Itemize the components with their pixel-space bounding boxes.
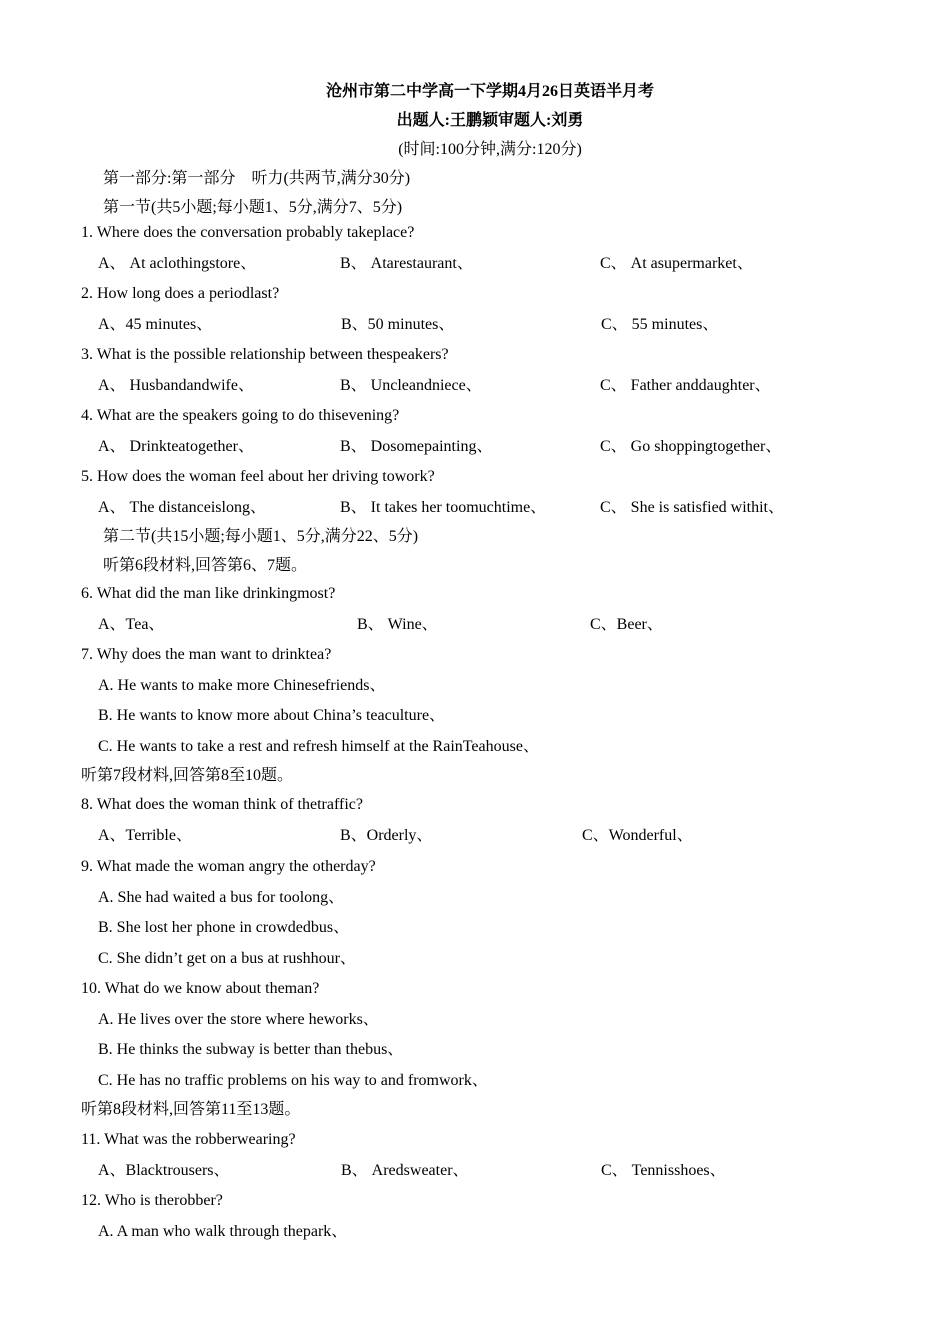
q1-option-a: A、 At aclothingstore、: [98, 255, 257, 272]
q8-option-c: C、Wonderful、: [582, 827, 693, 844]
q10-option-a: A. He lives over the store where heworks、: [98, 1011, 379, 1028]
q5-option-a: A、 The distanceislong、: [98, 499, 266, 516]
q6-option-a: A、Tea、: [98, 616, 165, 633]
q5-option-c: C、 She is satisfied withit、: [600, 499, 785, 516]
q7-option-b: B. He wants to know more about China’s teaculture、: [98, 707, 446, 724]
q1-option-b: B、 Atarestaurant、: [340, 255, 473, 272]
q5-option-b: B、 It takes her toomuchtime、: [340, 499, 547, 516]
question-1: 1. Where does the conversation probably takeplace?: [81, 224, 415, 241]
q12-option-a: A. A man who walk through thepark、: [98, 1223, 348, 1240]
q4-option-c: C、 Go shoppingtogether、: [600, 438, 782, 455]
question-2: 2. How long does a periodlast?: [81, 285, 280, 302]
q11-option-b: B、 Aredsweater、: [341, 1162, 469, 1179]
section-heading: 第二节(共15小题;每小题1、5分,满分22、5分): [103, 528, 419, 545]
q4-option-a: A、 Drinkteatogether、: [98, 438, 254, 455]
exam-authors: 出题人:王鹏颖审题人:刘勇: [396, 112, 584, 129]
q3-option-c: C、 Father anddaughter、: [600, 377, 771, 394]
section-heading: 第一节(共5小题;每小题1、5分,满分7、5分): [103, 199, 403, 216]
question-8: 8. What does the woman think of thetraffic?: [81, 796, 363, 813]
q9-option-c: C. She didn’t get on a bus at rushhour、: [98, 950, 356, 967]
part-heading: 第一部分:第一部分 听力(共两节,满分30分): [103, 170, 411, 187]
q11-option-a: A、Blacktrousers、: [98, 1162, 230, 1179]
q1-option-c: C、 At asupermarket、: [600, 255, 753, 272]
q3-option-a: A、 Husbandandwife、: [98, 377, 254, 394]
exam-time-score: (时间:100分钟,满分:120分): [398, 141, 582, 158]
q9-option-b: B. She lost her phone in crowdedbus、: [98, 919, 350, 936]
q9-option-a: A. She had waited a bus for toolong、: [98, 889, 345, 906]
question-5: 5. How does the woman feel about her driving towork?: [81, 468, 435, 485]
q2-option-a: A、45 minutes、: [98, 316, 213, 333]
q3-option-b: B、 Uncleandniece、: [340, 377, 482, 394]
exam-title: 沧州市第二中学高一下学期4月26日英语半月考: [325, 83, 654, 100]
question-7: 7. Why does the man want to drinktea?: [81, 646, 332, 663]
q7-option-a: A. He wants to make more Chinesefriends、: [98, 677, 386, 694]
material-instruction: 听第7段材料,回答第8至10题。: [81, 767, 294, 784]
q10-option-c: C. He has no traffic problems on his way to and fromwork、: [98, 1072, 488, 1089]
question-9: 9. What made the woman angry the otherday?: [81, 858, 376, 875]
question-4: 4. What are the speakers going to do thisevening?: [81, 407, 400, 424]
question-10: 10. What do we know about theman?: [81, 980, 320, 997]
q11-option-c: C、 Tennisshoes、: [601, 1162, 726, 1179]
question-11: 11. What was the robberwearing?: [81, 1131, 296, 1148]
q7-option-c: C. He wants to take a rest and refresh himself at the RainTeahouse、: [98, 738, 539, 755]
q8-option-a: A、Terrible、: [98, 827, 192, 844]
material-instruction: 听第6段材料,回答第6、7题。: [103, 557, 308, 574]
q4-option-b: B、 Dosomepainting、: [340, 438, 493, 455]
q10-option-b: B. He thinks the subway is better than thebus、: [98, 1041, 404, 1058]
question-12: 12. Who is therobber?: [81, 1192, 223, 1209]
question-3: 3. What is the possible relationship between thespeakers?: [81, 346, 449, 363]
material-instruction: 听第8段材料,回答第11至13题。: [81, 1101, 301, 1118]
q8-option-b: B、Orderly、: [340, 827, 433, 844]
q2-option-b: B、50 minutes、: [341, 316, 455, 333]
q6-option-c: C、Beer、: [590, 616, 663, 633]
q2-option-c: C、 55 minutes、: [601, 316, 719, 333]
question-6: 6. What did the man like drinkingmost?: [81, 585, 336, 602]
q6-option-b: B、 Wine、: [357, 616, 438, 633]
